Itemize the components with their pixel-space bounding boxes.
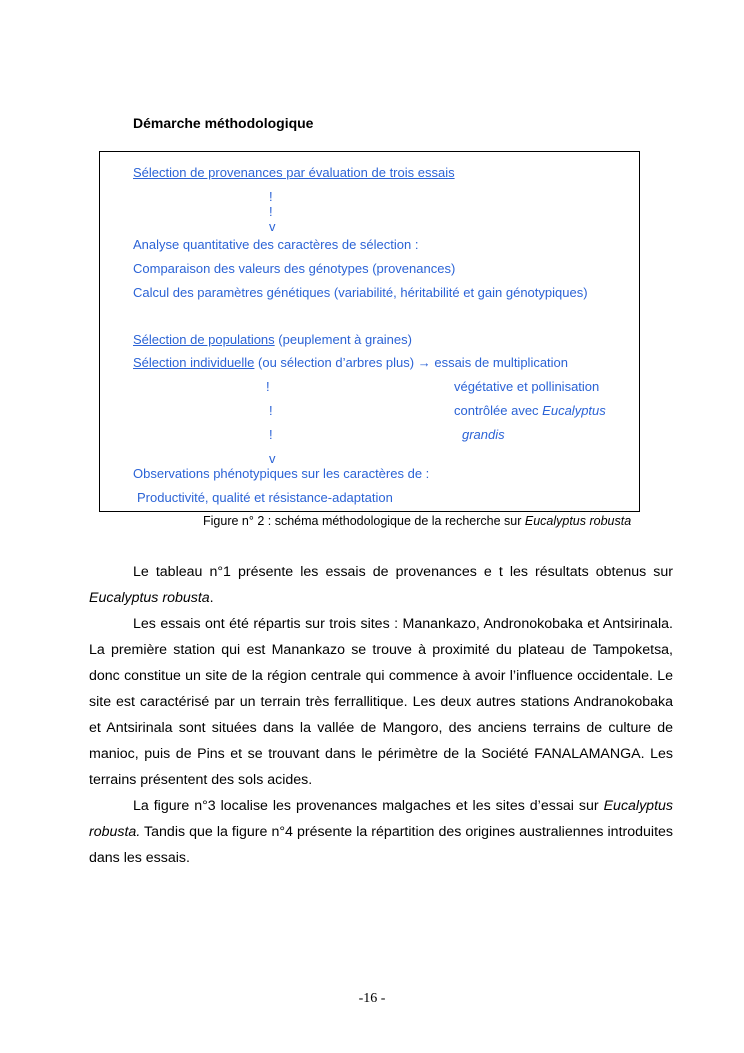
arrow-bang: ! bbox=[269, 427, 273, 442]
arrow-bang: ! bbox=[269, 403, 273, 418]
individual-selection-label: Sélection individuelle bbox=[133, 355, 255, 370]
paragraph-3 bbox=[89, 793, 673, 871]
step-provenance-selection: Sélection de provenances par évaluation de trois essais bbox=[133, 165, 455, 180]
arrow-head: v bbox=[269, 451, 276, 466]
population-selection-label: Sélection de populations bbox=[133, 332, 275, 347]
arrow-bang: ! bbox=[269, 204, 273, 219]
arrow-down-1 bbox=[269, 189, 276, 234]
population-selection bbox=[133, 332, 412, 347]
arrow-bang: ! bbox=[269, 189, 273, 204]
paragraph-1-species: Eucalyptus robusta bbox=[89, 590, 210, 606]
right-arrow-icon: → bbox=[417, 355, 431, 370]
arrow-bang: ! bbox=[266, 379, 270, 394]
vegetative-pollination: végétative et pollinisation bbox=[454, 379, 600, 394]
analysis-title: Analyse quantitative des caractères de sélection : bbox=[133, 237, 419, 252]
phenotypic-observations: Observations phénotypiques sur les caractères de : bbox=[133, 466, 430, 481]
caption-text: Figure n° 2 : schéma méthodologique de la recherche sur bbox=[203, 514, 525, 528]
controlled-text: contrôlée avec bbox=[454, 403, 543, 418]
paragraph-3-text: La figure n°3 localise les provenances malgaches et les sites d’essai sur bbox=[133, 798, 604, 814]
paragraph-3-end: Tandis que la figure n°4 présente la répartition des origines australiennes introduites dans les essais. bbox=[89, 824, 673, 866]
paragraph-2: Les essais ont été répartis sur trois sites : Manankazo, Andronokobaka et Antsirinala. La première station qui est Manankazo se trouve à proximité du plateau de Tampoketsa, donc constitue un site de la région centrale qui commence à avoir l’influence occidentale. Le site est caractérisé par un terrain très ferrallitique. Les deux autres stations Andranokobaka et Antsirinala sont situées dans la vallée de Mangoro, des anciens terrains de culture de manioc, puis de Pins et se trouvant dans le périmètre de la Société FANALAMANGA. Les terrains présentent des sols acides. bbox=[89, 616, 673, 788]
caption-species: Eucalyptus robusta bbox=[524, 514, 632, 528]
analysis-line-2: Calcul des paramètres génétiques (variabilité, héritabilité et gain génotypiques) bbox=[133, 285, 588, 300]
body-text bbox=[89, 559, 673, 871]
section-heading: Démarche méthodologique bbox=[133, 115, 314, 131]
multiplication-trials: essais de multiplication bbox=[430, 355, 569, 370]
paragraph-1-text: Le tableau n°1 présente les essais de provenances e t les résultats obtenus sur bbox=[133, 564, 673, 580]
controlled-with bbox=[454, 403, 606, 418]
individual-selection-detail: (ou sélection d’arbres plus) bbox=[254, 355, 418, 370]
arrow-head: v bbox=[269, 219, 276, 234]
paragraph-1-end: . bbox=[209, 590, 214, 606]
paragraph-3-species: Eucalyptus robusta. bbox=[89, 798, 673, 840]
grandis-species: grandis bbox=[462, 427, 505, 442]
eucalyptus-genus: Eucalyptus bbox=[542, 403, 606, 418]
individual-selection bbox=[133, 355, 568, 370]
page-number: -16 - bbox=[358, 991, 386, 1006]
analysis-line-1: Comparaison des valeurs des génotypes (provenances) bbox=[133, 261, 456, 276]
productivity-quality: Productivité, qualité et résistance-adaptation bbox=[137, 490, 393, 505]
paragraph-1 bbox=[89, 559, 673, 611]
figure-caption bbox=[203, 514, 631, 528]
population-selection-detail: (peuplement à graines) bbox=[274, 332, 412, 347]
